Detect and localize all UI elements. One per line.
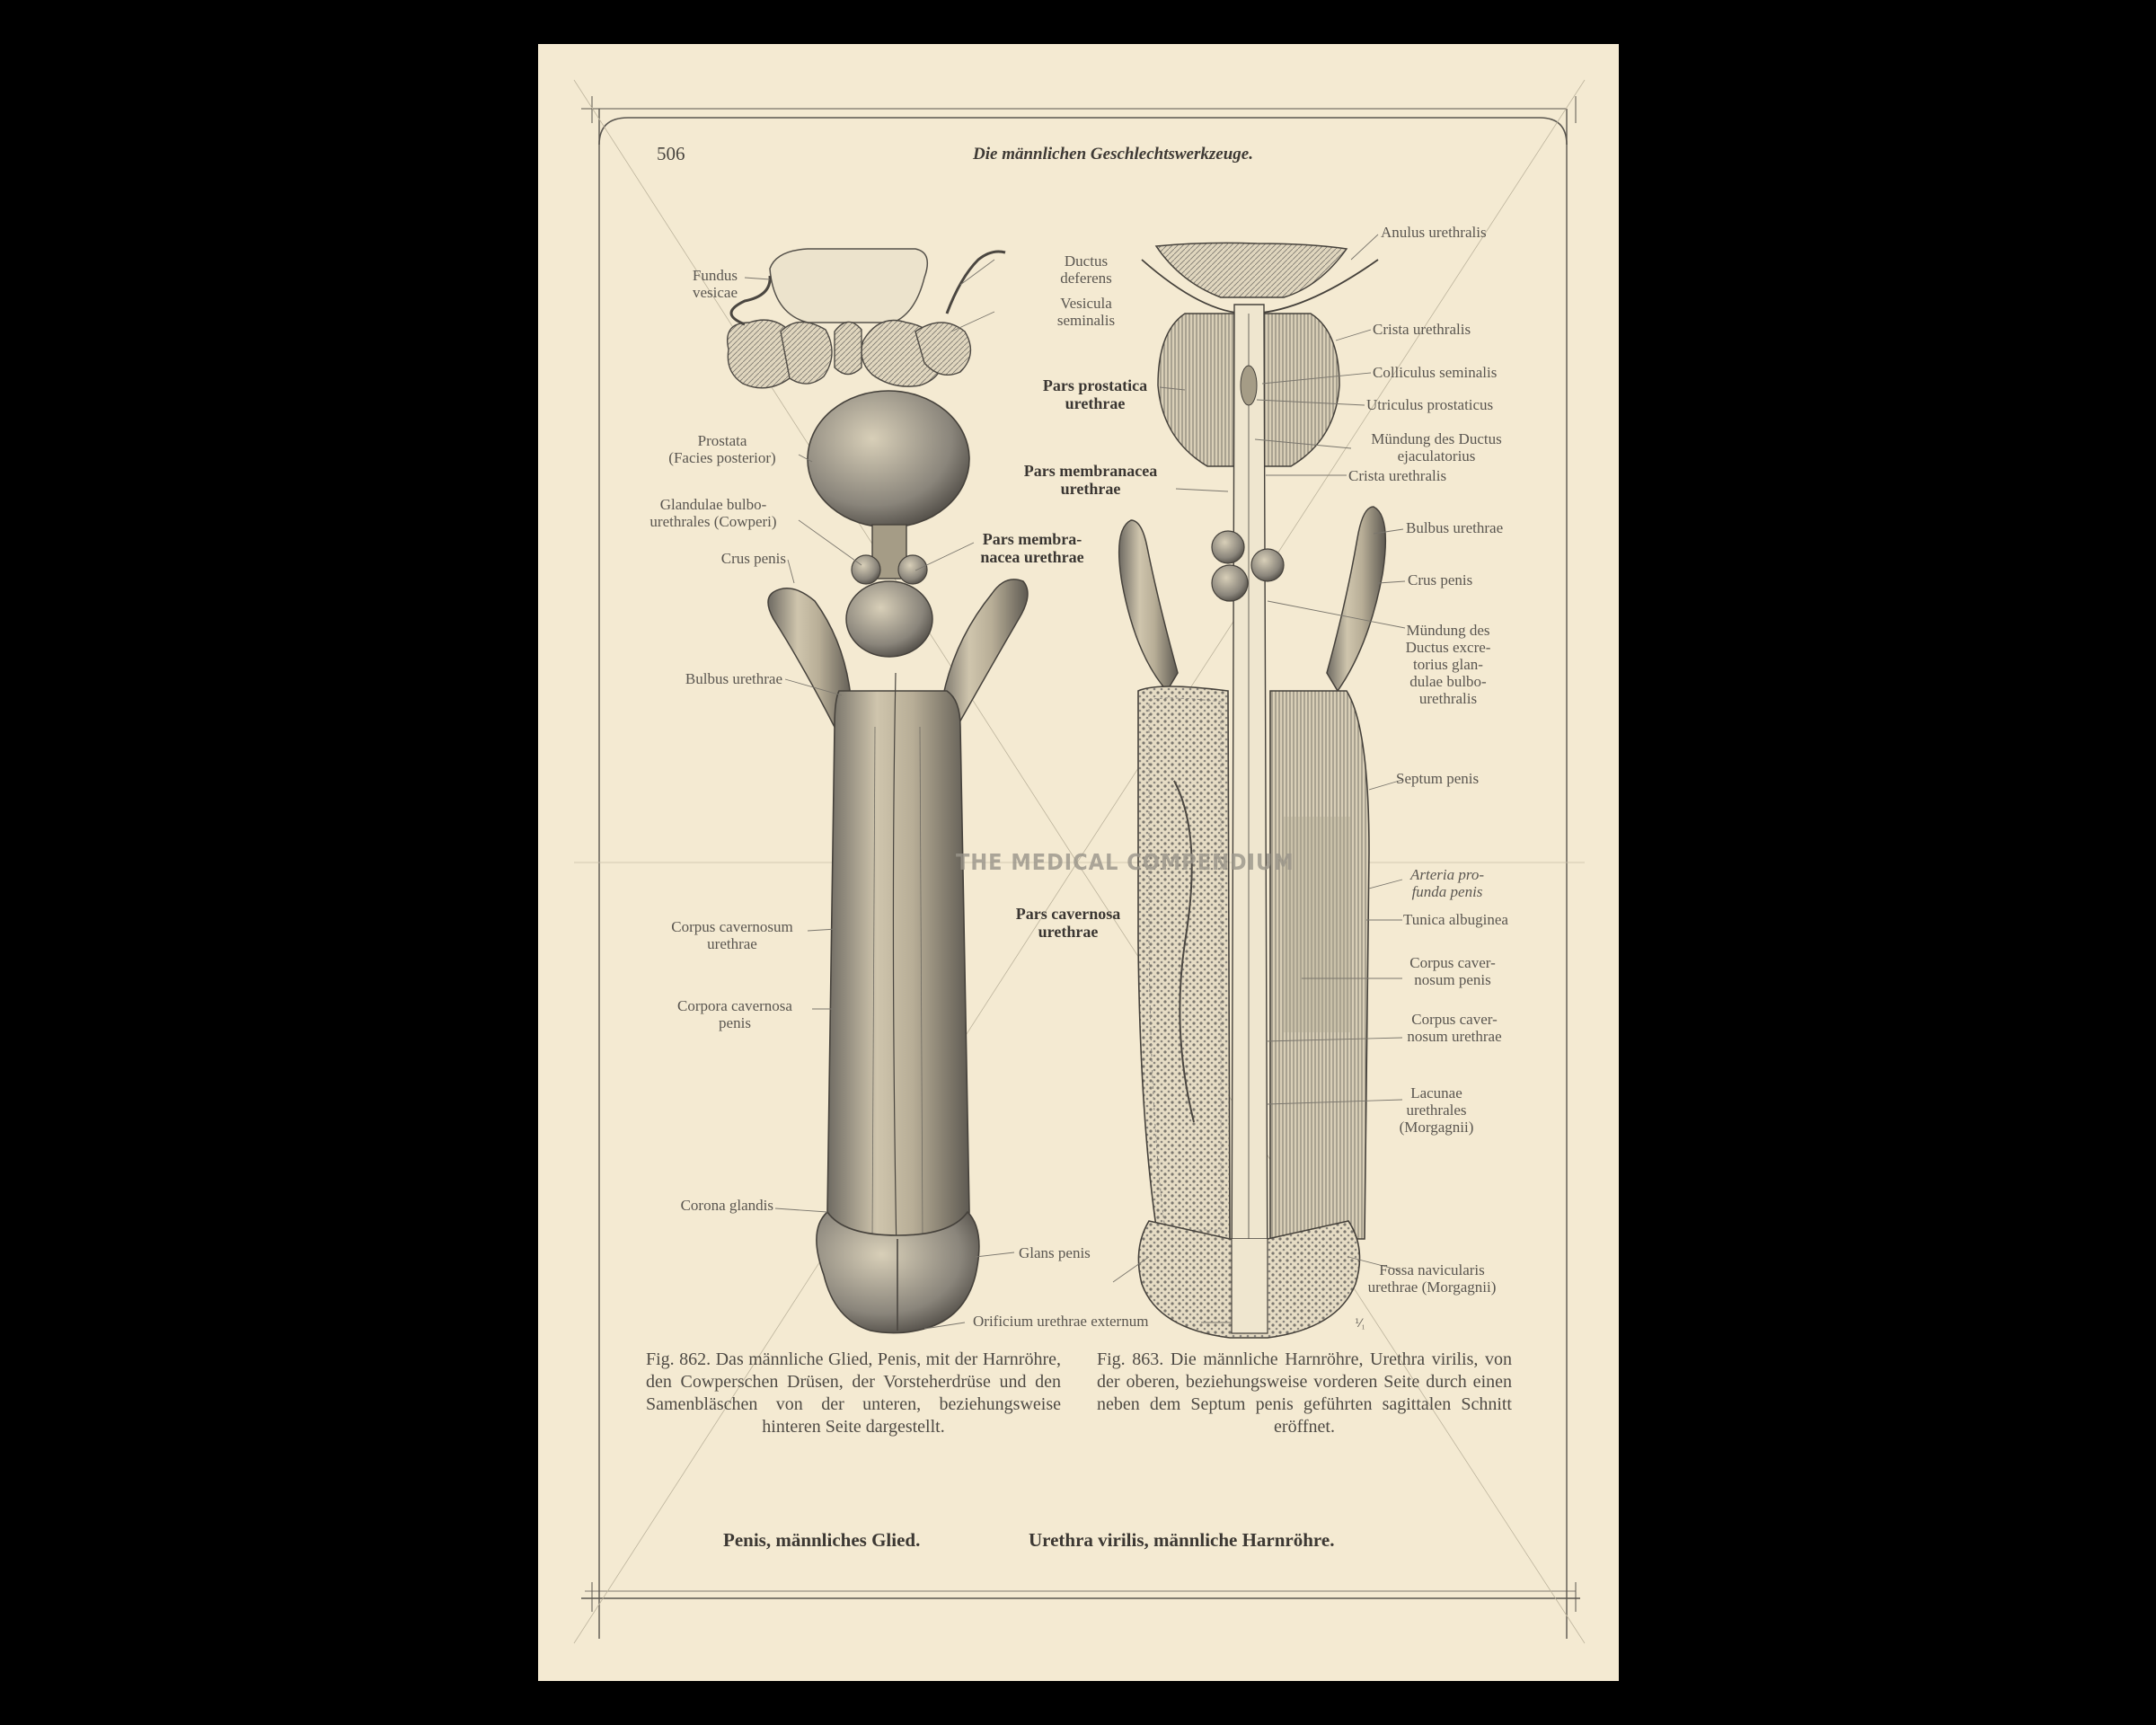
label-anulus-urethralis: Anulus urethralis bbox=[1381, 224, 1487, 241]
label-prostata: Prostata (Facies posterior) bbox=[668, 432, 776, 466]
label-ductus-deferens: Ductus deferens bbox=[1060, 252, 1112, 287]
label-vesicula-seminalis: Vesicula seminalis bbox=[1056, 295, 1116, 329]
label-utriculus-prostaticus: Utriculus prostaticus bbox=[1366, 396, 1494, 413]
plate-title-urethra: Urethra virilis, männliche Harnröhre. bbox=[1029, 1529, 1335, 1551]
label-crus-penis-863: Crus penis bbox=[1408, 571, 1473, 588]
label-bulbus-urethrae-862: Bulbus urethrae bbox=[685, 670, 782, 687]
label-corpus-cavernosum-penis: Corpus caver- nosum penis bbox=[1409, 954, 1496, 988]
plate-title-penis: Penis, männliches Glied. bbox=[723, 1529, 921, 1551]
label-fundus-vesicae: Fundus vesicae bbox=[692, 267, 738, 301]
figure-862-drawing bbox=[728, 249, 1028, 1333]
label-glans-penis: Glans penis bbox=[1019, 1244, 1091, 1261]
label-tunica-albuginea: Tunica albuginea bbox=[1403, 911, 1508, 928]
label-pars-cavernosa: Pars cavernosa urethrae bbox=[1015, 905, 1121, 941]
label-pars-membranacea-862: Pars membra- nacea urethrae bbox=[980, 530, 1084, 566]
label-septum-penis: Septum penis bbox=[1396, 770, 1480, 787]
label-orificium: Orificium urethrae externum bbox=[973, 1313, 1149, 1330]
label-bulbus-urethrae-863: Bulbus urethrae bbox=[1406, 519, 1504, 536]
label-corona-glandis: Corona glandis bbox=[680, 1197, 773, 1214]
caption-fig-863: Fig. 863. Die männliche Harnröhre, Urethra virilis, von der oberen, beziehungsweise vorderen Seite durch einen neben dem Septum penis geführten sagittalen Schnitt eröffnet. bbox=[1097, 1349, 1512, 1437]
label-lacunae-urethrales: Lacunae urethrales (Morgagnii) bbox=[1399, 1084, 1474, 1136]
label-corpora-cavernosa-penis: Corpora cavernosa penis bbox=[677, 997, 792, 1031]
label-colliculus-seminalis: Colliculus seminalis bbox=[1373, 364, 1498, 381]
book-page bbox=[538, 44, 1619, 1681]
label-pars-membranacea-863: Pars membranacea urethrae bbox=[1023, 462, 1158, 498]
watermark: THE MEDICAL COMPENDIUM bbox=[956, 849, 1294, 875]
label-crus-penis-862: Crus penis bbox=[720, 550, 786, 567]
scale-note: ⅟₁ bbox=[1355, 1316, 1365, 1330]
label-fossa-navicularis: Fossa navicularis urethrae (Morgagnii) bbox=[1367, 1261, 1497, 1296]
page-number: 506 bbox=[657, 143, 685, 164]
label-glandulae-bulbourethrales: Glandulae bulbo- urethrales (Cowperi) bbox=[649, 496, 777, 530]
label-muendung-ductus-excretorius: Mündung des Ductus excre- torius glan- dulae bulbo- urethralis bbox=[1405, 622, 1491, 707]
label-corpus-cavernosum-urethrae-863: Corpus caver- nosum urethrae bbox=[1407, 1011, 1502, 1045]
label-muendung-ductus-ejaculatorius: Mündung des Ductus ejaculatorius bbox=[1371, 430, 1502, 464]
caption-fig-862: Fig. 862. Das männliche Glied, Penis, mit der Harnröhre, den Cowperschen Drüsen, der Vorsteherdrüse und den Samenbläschen von der unteren, beziehungsweise hinteren Seite dargestellt. bbox=[646, 1349, 1061, 1437]
label-pars-prostatica: Pars prostatica urethrae bbox=[1042, 376, 1148, 412]
label-corpus-cavernosum-urethrae-862: Corpus cavernosum urethrae bbox=[671, 918, 793, 952]
label-arteria-profunda: Arteria pro- funda penis bbox=[1409, 866, 1484, 900]
running-head: Die männlichen Geschlechtswerkzeuge. bbox=[973, 145, 1253, 164]
label-crista-urethralis-1: Crista urethralis bbox=[1373, 321, 1471, 338]
label-crista-urethralis-2: Crista urethralis bbox=[1348, 467, 1447, 484]
